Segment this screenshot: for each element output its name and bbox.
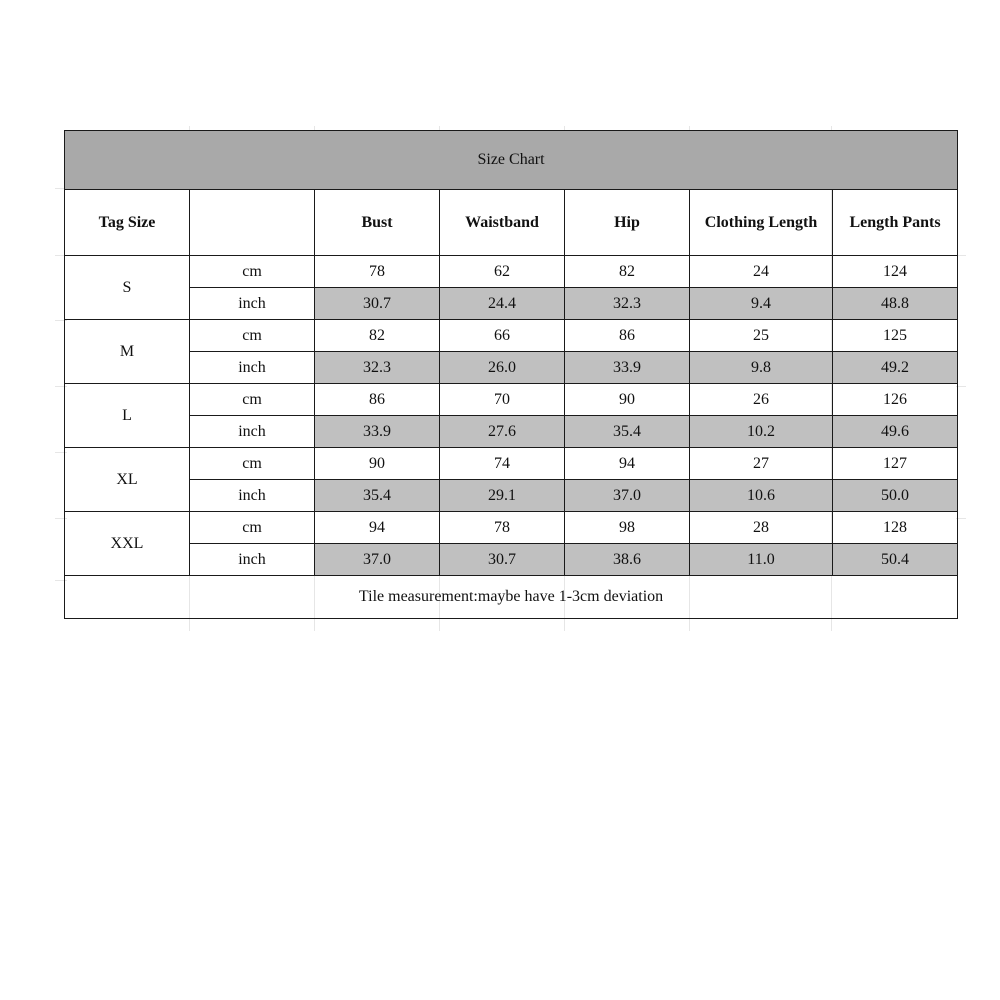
column-header: Bust xyxy=(315,190,440,256)
value-cell: 35.4 xyxy=(565,416,690,448)
page-title: Size Chart xyxy=(65,131,958,190)
value-cell: 33.9 xyxy=(565,352,690,384)
footnote-row xyxy=(65,576,958,619)
value-cell: 78 xyxy=(315,256,440,288)
value-cell: 125 xyxy=(833,320,958,352)
value-cell: 30.7 xyxy=(315,288,440,320)
value-cell: 62 xyxy=(440,256,565,288)
tag-size-cell: XL xyxy=(65,448,190,512)
footnote: Tile measurement:maybe have 1-3cm deviation xyxy=(65,576,958,619)
value-cell: 124 xyxy=(833,256,958,288)
value-cell: 26 xyxy=(690,384,833,416)
column-header: Tag Size xyxy=(65,190,190,256)
value-cell: 27 xyxy=(690,448,833,480)
table-row xyxy=(65,448,958,480)
value-cell: 86 xyxy=(315,384,440,416)
tag-size-cell: S xyxy=(65,256,190,320)
value-cell: 29.1 xyxy=(440,480,565,512)
value-cell: 74 xyxy=(440,448,565,480)
value-cell: 38.6 xyxy=(565,544,690,576)
table-row xyxy=(65,544,958,576)
unit-cell: cm xyxy=(190,256,315,288)
value-cell: 37.0 xyxy=(315,544,440,576)
size-chart-table xyxy=(64,130,958,619)
value-cell: 32.3 xyxy=(565,288,690,320)
unit-cell: inch xyxy=(190,544,315,576)
column-header: Waistband xyxy=(440,190,565,256)
unit-cell: cm xyxy=(190,512,315,544)
value-cell: 50.4 xyxy=(833,544,958,576)
table-row xyxy=(65,384,958,416)
value-cell: 28 xyxy=(690,512,833,544)
value-cell: 10.2 xyxy=(690,416,833,448)
value-cell: 94 xyxy=(565,448,690,480)
value-cell: 90 xyxy=(565,384,690,416)
table-row xyxy=(65,512,958,544)
value-cell: 33.9 xyxy=(315,416,440,448)
column-header: Hip xyxy=(565,190,690,256)
table-row xyxy=(65,480,958,512)
header-row xyxy=(65,190,958,256)
value-cell: 128 xyxy=(833,512,958,544)
value-cell: 78 xyxy=(440,512,565,544)
tag-size-cell: L xyxy=(65,384,190,448)
table-row xyxy=(65,352,958,384)
value-cell: 48.8 xyxy=(833,288,958,320)
column-header xyxy=(190,190,315,256)
unit-cell: inch xyxy=(190,416,315,448)
tag-size-cell: M xyxy=(65,320,190,384)
value-cell: 24 xyxy=(690,256,833,288)
value-cell: 49.2 xyxy=(833,352,958,384)
value-cell: 90 xyxy=(315,448,440,480)
value-cell: 11.0 xyxy=(690,544,833,576)
value-cell: 94 xyxy=(315,512,440,544)
value-cell: 30.7 xyxy=(440,544,565,576)
value-cell: 66 xyxy=(440,320,565,352)
value-cell: 10.6 xyxy=(690,480,833,512)
unit-cell: cm xyxy=(190,448,315,480)
value-cell: 24.4 xyxy=(440,288,565,320)
value-cell: 27.6 xyxy=(440,416,565,448)
value-cell: 70 xyxy=(440,384,565,416)
tag-size-cell: XXL xyxy=(65,512,190,576)
value-cell: 126 xyxy=(833,384,958,416)
unit-cell: inch xyxy=(190,352,315,384)
value-cell: 86 xyxy=(565,320,690,352)
value-cell: 82 xyxy=(315,320,440,352)
table-row xyxy=(65,288,958,320)
value-cell: 49.6 xyxy=(833,416,958,448)
value-cell: 26.0 xyxy=(440,352,565,384)
unit-cell: inch xyxy=(190,480,315,512)
value-cell: 98 xyxy=(565,512,690,544)
column-header: Clothing Length xyxy=(690,190,833,256)
value-cell: 35.4 xyxy=(315,480,440,512)
unit-cell: cm xyxy=(190,320,315,352)
unit-cell: inch xyxy=(190,288,315,320)
value-cell: 50.0 xyxy=(833,480,958,512)
column-header: Length Pants xyxy=(833,190,958,256)
value-cell: 25 xyxy=(690,320,833,352)
value-cell: 37.0 xyxy=(565,480,690,512)
value-cell: 32.3 xyxy=(315,352,440,384)
table-row xyxy=(65,416,958,448)
value-cell: 9.4 xyxy=(690,288,833,320)
table-row xyxy=(65,256,958,288)
value-cell: 82 xyxy=(565,256,690,288)
unit-cell: cm xyxy=(190,384,315,416)
value-cell: 9.8 xyxy=(690,352,833,384)
value-cell: 127 xyxy=(833,448,958,480)
table-row xyxy=(65,320,958,352)
